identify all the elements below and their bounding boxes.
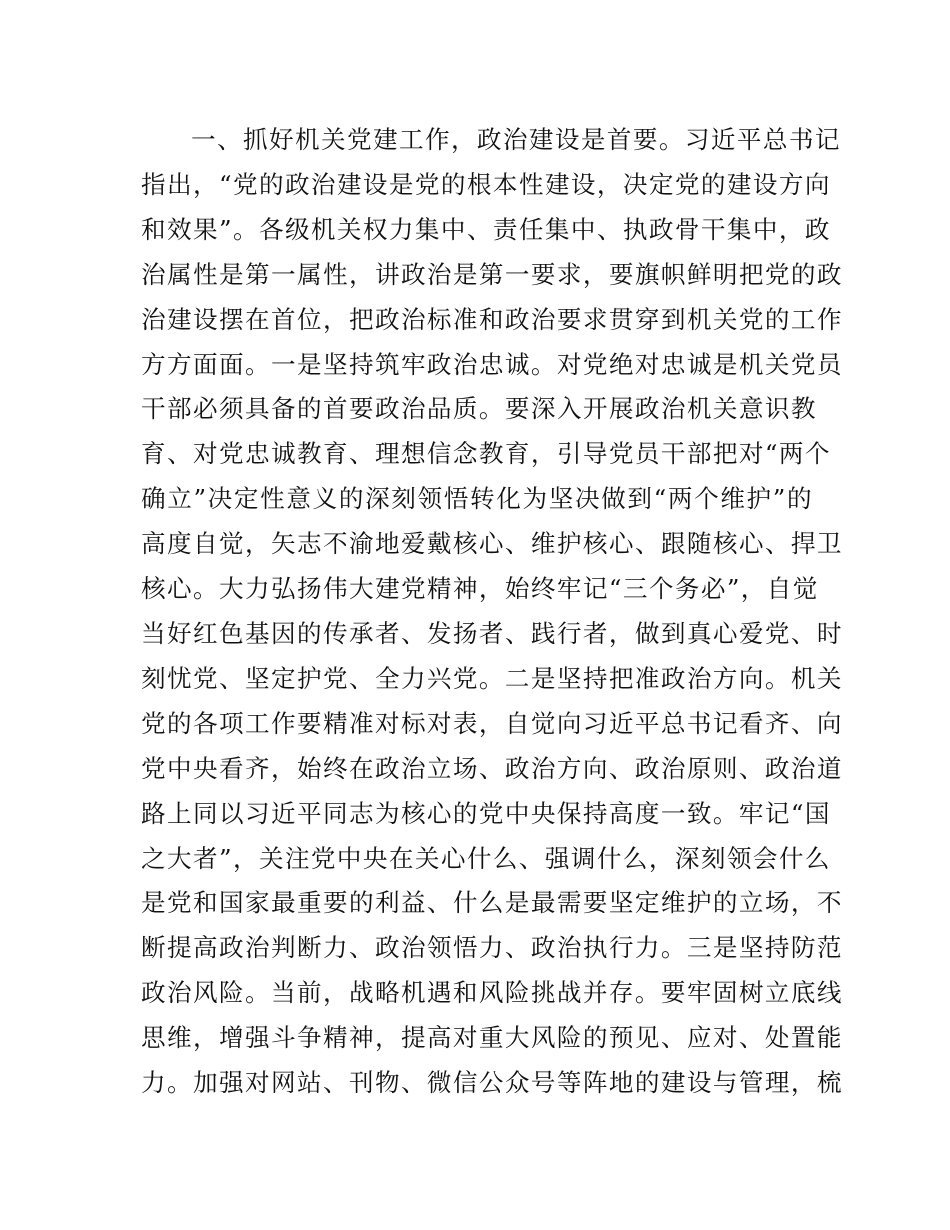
text-line: 刻忧党、坚定护党、全力兴党。二是坚持把准政治方向。机关 [141,663,843,693]
body-paragraph [141,118,843,1106]
text-line: 确立”决定性意义的深刻领悟转化为坚决做到“两个维护”的 [141,484,813,514]
text-line: 治建设摆在首位，把政治标准和政治要求贯穿到机关党的工作 [141,304,843,334]
text-line: 方方面面。一是坚持筑牢政治忠诚。对党绝对忠诚是机关党员 [141,349,843,379]
text-line: 干部必须具备的首要政治品质。要深入开展政治机关意识教 [141,394,817,424]
text-line: 断提高政治判断力、政治领悟力、政治执行力。三是坚持防范 [141,933,843,963]
text-line: 核心。大力弘扬伟大建党精神，始终牢记“三个务必”，自觉 [141,574,819,604]
text-line: 是党和国家最重要的利益、什么是最需要坚定维护的立场，不 [141,888,843,918]
text-line: 思维，增强斗争精神，提高对重大风险的预见、应对、处置能 [141,1023,843,1053]
text-line: 治属性是第一属性，讲政治是第一要求，要旗帜鲜明把党的政 [141,259,843,289]
text-line: 党的各项工作要精准对标对表，自觉向习近平总书记看齐、向 [141,708,843,738]
text-line: 一、抓好机关党建工作，政治建设是首要。习近平总书记 [191,125,841,154]
text-line: 力。加强对网站、刊物、微信公众号等阵地的建设与管理，梳 [141,1068,843,1098]
text-line: 政治风险。当前，战略机遇和风险挑战并存。要牢固树立底线 [141,978,843,1008]
text-line: 之大者”，关注党中央在关心什么、强调什么，深刻领会什么 [141,843,831,873]
text-line: 指出，“党的政治建设是党的根本性建设，决定党的建设方向 [141,169,831,199]
text-line: 和效果”。各级机关权力集中、责任集中、执政骨干集中，政 [141,214,831,244]
text-line: 当好红色基因的传承者、发扬者、践行者，做到真心爱党、时 [141,618,843,648]
text-line: 育、对党忠诚教育、理想信念教育，引导党员干部把对“两个 [141,439,831,469]
text-line: 党中央看齐，始终在政治立场、政治方向、政治原则、政治道 [141,753,843,783]
text-line: 路上同以习近平同志为核心的党中央保持高度一致。牢记“国 [141,798,831,828]
text-line: 高度自觉，矢志不渝地爱戴核心、维护核心、跟随核心、捍卫 [141,529,843,559]
